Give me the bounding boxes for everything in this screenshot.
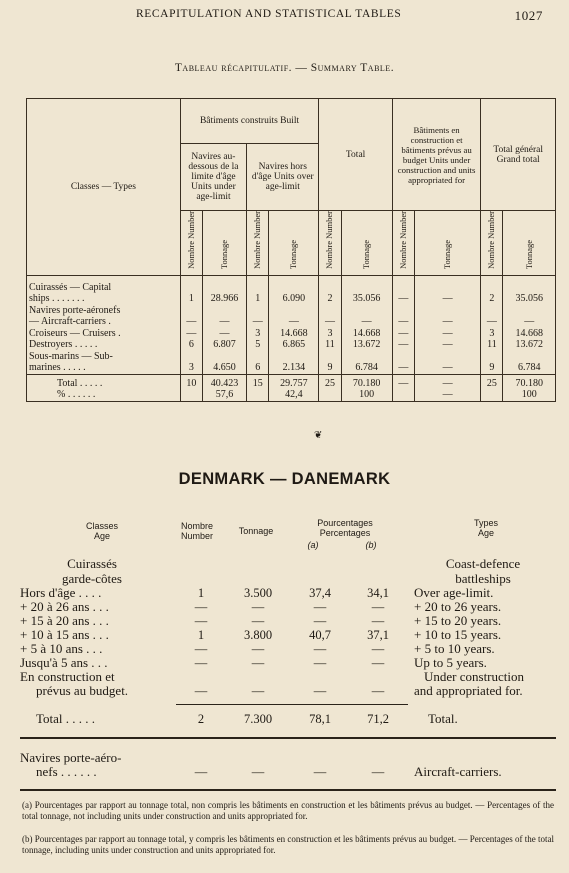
header-tonnage: Tonnage [269,211,319,276]
header-number: Nombre Number [392,211,414,276]
cell-number: — [194,765,208,779]
header-number: Nombre Number [319,211,341,276]
summary-table-title: Tableau récapitulatif. — Summary Table. [174,62,395,74]
header-tonnage: Tonnage [341,211,392,276]
total-cell: — [392,374,414,401]
total-rule [176,704,408,705]
cell-pct-a: — [313,614,327,628]
row-label-en: + 10 to 15 years. [414,627,502,642]
cell-number: 2 [197,712,205,726]
cell-tonnage: — [251,765,265,779]
col-cells: — — — — — [414,275,480,374]
total-cell: 70.180 100 [341,374,392,401]
total-cell: 29.757 42,4 [269,374,319,401]
total-cell: 40.423 57,6 [202,374,246,401]
cell-number: — [194,656,208,670]
col-cells: 2 — 3 11 9 [481,275,503,374]
row-label-fr: + 20 à 26 ans . . . [20,599,109,614]
cell-number: — [194,642,208,656]
footnote-rule [20,789,556,791]
row-label-fr: + 10 à 15 ans . . . [20,627,109,642]
cell-pct-b: — [371,642,385,656]
cell-tonnage: — [251,656,265,670]
row-label-en: + 5 to 10 years. [414,641,495,656]
cell-pct-a: 37,4 [309,586,331,600]
total-row [27,374,556,401]
cell-pct-b: — [371,765,385,779]
cell-pct-a: 78,1 [309,712,331,726]
cell-pct-b: — [371,614,385,628]
header-number: Nombre Number [481,211,503,276]
col-cells: 1 — — 6 3 [180,275,202,374]
cell-number: — [194,600,208,614]
header-tonnage: Tonnage [414,211,480,276]
summary-table [26,98,556,402]
cell-tonnage: 3.500 [243,586,273,600]
header-tonnage: Tonnage [202,211,246,276]
cell-tonnage: — [251,600,265,614]
construction-label-fr: En construction et prévus au budget. [20,669,129,698]
cell-tonnage: — [251,614,265,628]
header-pct-b: (b) [365,540,377,550]
cell-pct-a: — [313,600,327,614]
row-label-en: Over age-limit. [414,585,494,600]
cell-pct-b: — [371,600,385,614]
col-cells: — — — — — [392,275,414,374]
row-label-fr: Hors d'âge . . . . [20,585,102,600]
col-cells: 35.056 — 14.668 13.672 6.784 [341,275,392,374]
row-label-en: + 15 to 20 years. [414,613,502,628]
section-rule [20,737,556,739]
cell-tonnage: 7.300 [243,712,273,726]
cell-pct-a: — [313,642,327,656]
header-number: Nombre Number [247,211,269,276]
col-cells: 1 — 3 5 6 [247,275,269,374]
cell-tonnage: 3.800 [243,628,273,642]
header-classes: Classes — Types [27,99,181,276]
total-cell: 10 [180,374,202,401]
header-grand-total: Total général Grand total [481,99,556,211]
cell-pct-b: 71,2 [367,712,389,726]
running-head [0,8,569,24]
row-label-fr: Jusqu'à 5 ans . . . [20,655,108,670]
carriers-label-en: Aircraft-carriers. [414,764,502,779]
col-cells: 6.090 — 14.668 6.865 2.134 [269,275,319,374]
total-label-fr: Total . . . . . [36,711,96,726]
total-cell: 15 [247,374,269,401]
total-cell: 25 [481,374,503,401]
carriers-label-fr: Navires porte-aéro- nefs . . . . . . [20,750,122,779]
header-percentages: Pourcentages Percentages [317,518,373,538]
cell-pct-b: 37,1 [367,628,389,642]
header-types: Types Age [473,518,498,538]
header-pct-a: (a) [307,540,319,550]
running-head-title: RECAPITULATION AND STATISTICAL TABLES [136,8,402,20]
header-built: Bâtiments construits Built [180,99,319,144]
page-number: 1027 [514,8,543,23]
cell-pct-a: — [313,684,327,698]
class-label-fr: Cuirassés garde-côtes [62,556,122,586]
col-cells: 28.966 — — 6.807 4.650 [202,275,246,374]
header-total: Total [319,99,392,211]
row-labels: Cuirassés — Capital ships . . . . . . . Navires porte-aéronefs — Aircraft-carriers . Croiseurs — Cruisers . Destroyers . . . . . Sous-marins — Sub- marines . . . . . [27,275,181,374]
class-label-en: Coast-defence battleships [445,556,521,586]
total-label: Total . . . . . % . . . . . . [27,374,181,401]
header-number: Nombre Number [180,211,202,276]
construction-label-en: Under construction and appropriated for. [414,669,525,698]
total-label-en: Total. [428,711,458,726]
header-tonnage: Tonnage [503,211,556,276]
cell-tonnage: — [251,642,265,656]
cell-number: 1 [197,628,205,642]
cell-pct-a: 40,7 [309,628,331,642]
header-over-age: Navires hors d'âge Units over age-limit [247,144,319,211]
header-number: Nombre Number [180,521,213,541]
cell-pct-a: — [313,765,327,779]
total-cell: — — [414,374,480,401]
footnote-b: (b) Pourcentages par rapport au tonnage total, y compris les bâtiments en construction et les bâtiments prévus au budget. — Percentages of the total tonnage, including units under construction and units appropriated for. [22,834,554,855]
header-construction: Bâtiments en construction et bâtiments prévus au budget Units under construction and units appropriated for [392,99,481,211]
header-classes: Classes Age [85,521,118,541]
row-label-en: + 20 to 26 years. [414,599,502,614]
table-row [27,275,556,374]
cell-pct-a: — [313,656,327,670]
cell-pct-b: 34,1 [367,586,389,600]
footnote-a: (a) Pourcentages par rapport au tonnage total, non compris les bâtiments en construction et les bâtiments prévus au budget. — Percentages of the total tonnage, not including units under construction and units appropriated for. [22,800,554,821]
row-label-en: Up to 5 years. [414,655,487,670]
cell-number: 1 [197,586,205,600]
col-cells: 35.056 — 14.668 13.672 6.784 [503,275,556,374]
cell-number: — [194,684,208,698]
ornament-icon: ❦ [314,430,323,441]
row-label-fr: + 5 à 10 ans . . . [20,641,103,656]
total-cell: 70.180 100 [503,374,556,401]
cell-tonnage: — [251,684,265,698]
col-cells: 2 — 3 11 9 [319,275,341,374]
total-cell: 25 [319,374,341,401]
cell-pct-b: — [371,684,385,698]
header-tonnage: Tonnage [238,526,274,536]
cell-number: — [194,614,208,628]
cell-pct-b: — [371,656,385,670]
row-label-fr: + 15 à 20 ans . . . [20,613,109,628]
country-heading: DENMARK — DANEMARK [178,470,391,488]
header-under-age: Navires au-dessous de la limite d'âge Units under age-limit [180,144,246,211]
